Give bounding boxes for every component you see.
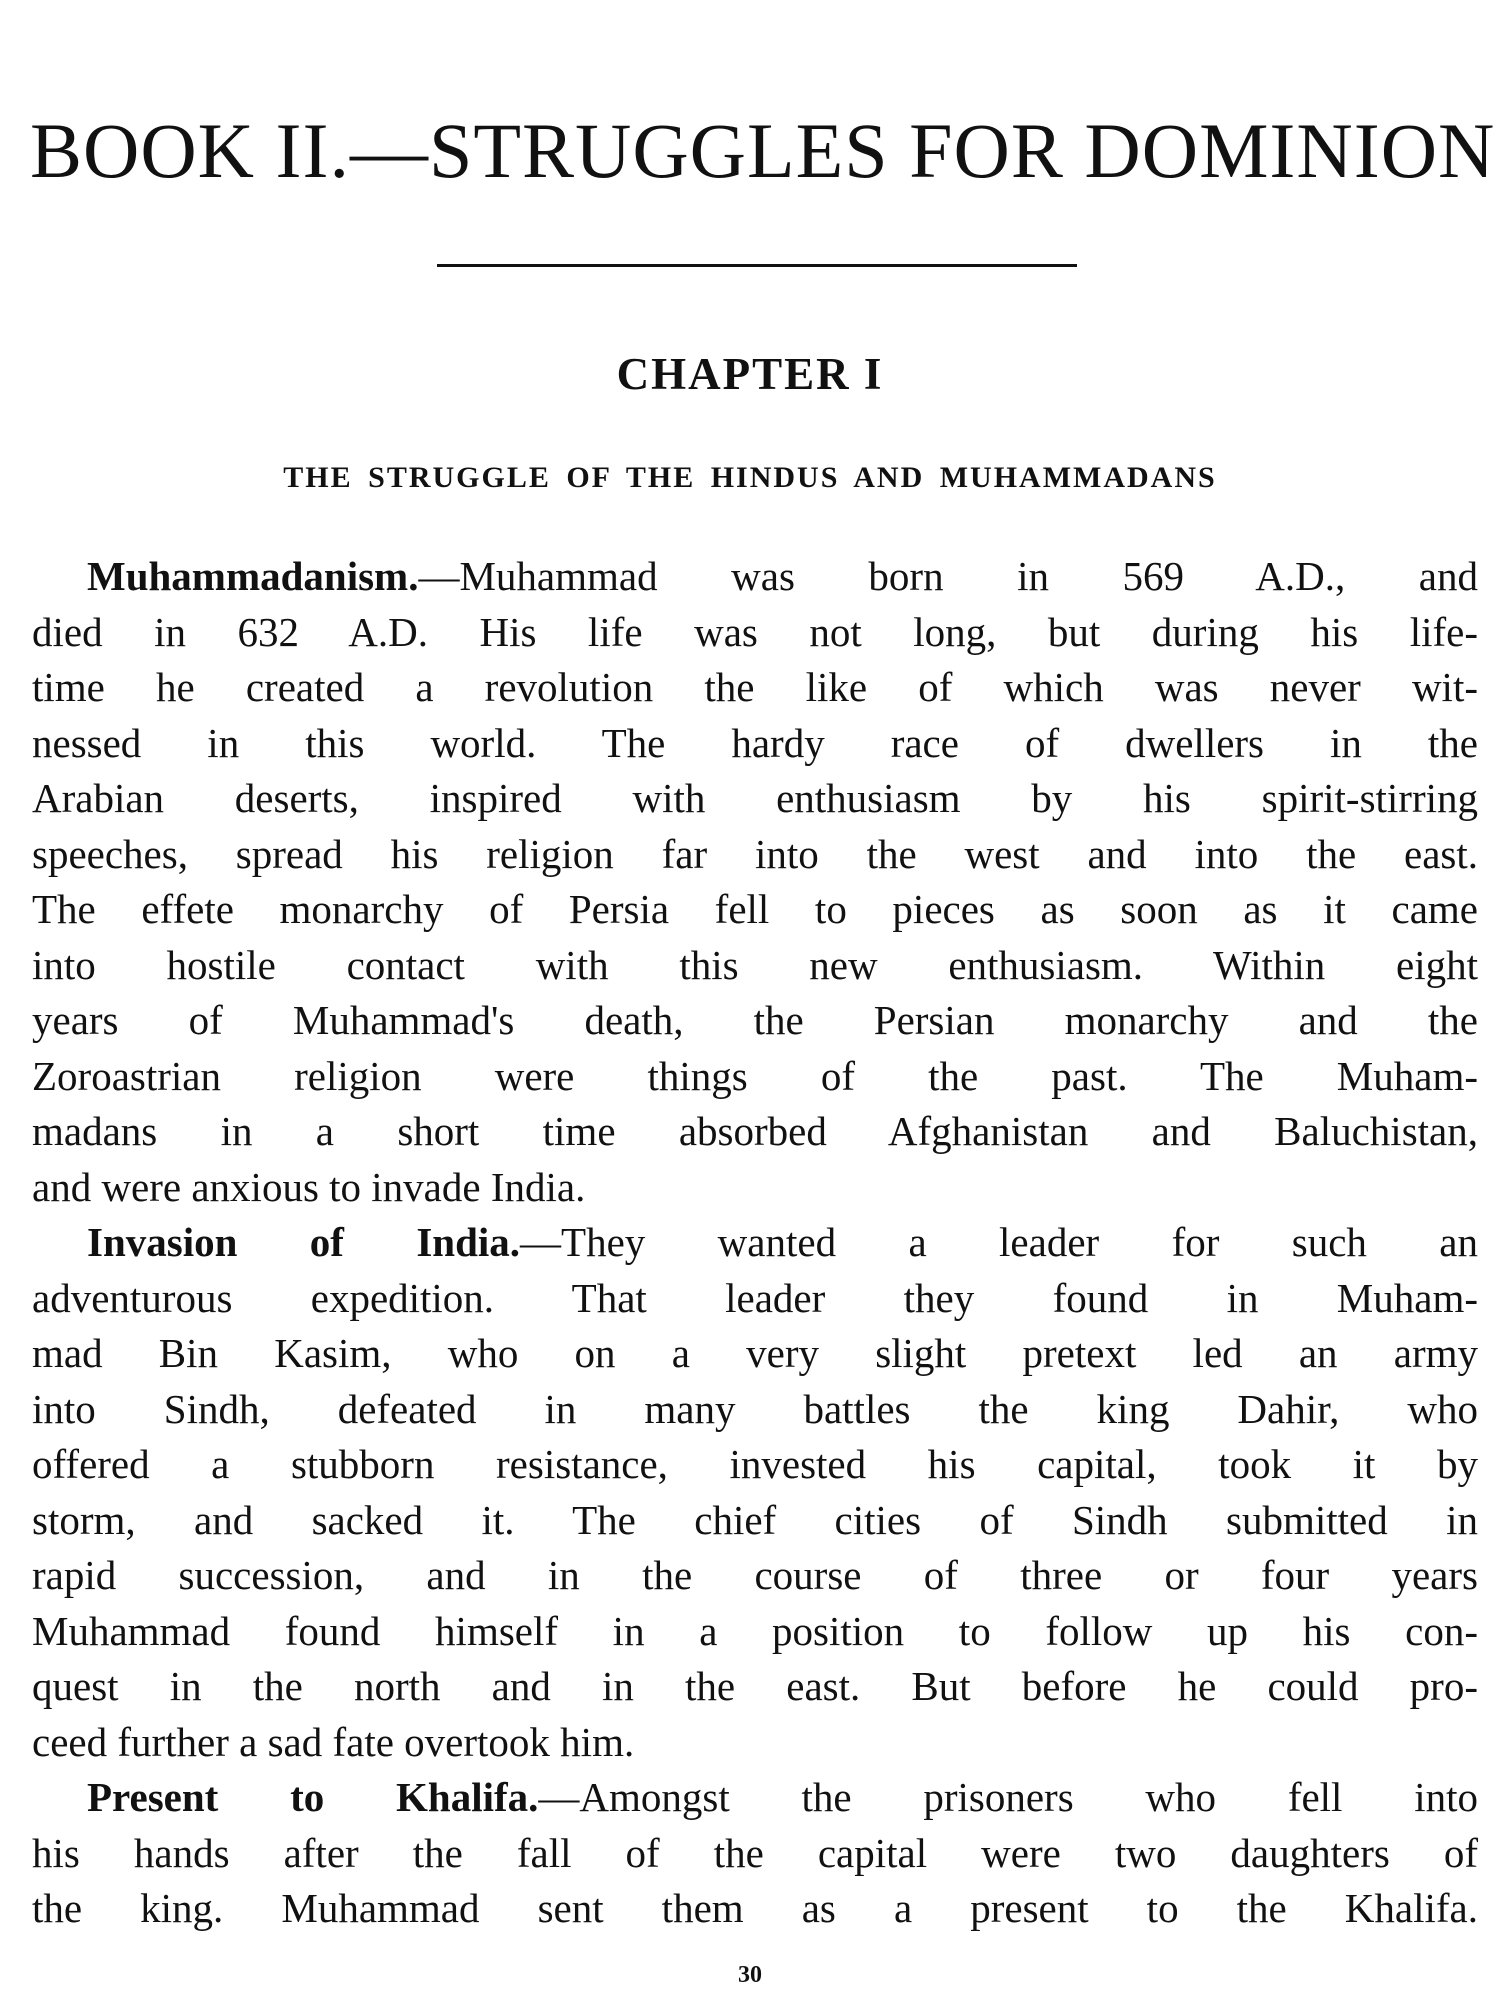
text-line-content: —They wanted a leader for such an [520, 1219, 1478, 1265]
text-line: storm, and sacked it. The chief cities of Sindh submitted in [32, 1496, 1478, 1543]
paragraph-heading: Muhammadanism. [87, 553, 419, 599]
text-line: The effete monarchy of Persia fell to pieces as soon as it came [32, 886, 1478, 932]
page-number: 30 [738, 1962, 762, 1988]
text-line: time he created a revolution the like of which was never wit- [32, 664, 1478, 710]
text-line: offered a stubborn resistance, invested his capital, took it by [32, 1441, 1478, 1487]
text-line: madans in a short time absorbed Afghanistan and Baluchistan, [32, 1108, 1478, 1154]
text-line: adventurous expedition. That leader they found in Muham- [32, 1274, 1478, 1321]
text-line: and were anxious to invade India. [32, 1163, 586, 1210]
text-line: mad Bin Kasim, who on a very slight pretext led an army [32, 1330, 1478, 1376]
paragraph-heading: Present to Khalifa. [87, 1774, 539, 1820]
text-line: years of Muhammad's death, the Persian monarchy and the [32, 997, 1478, 1043]
text-line: his hands after the fall of the capital were two daughters of [32, 1829, 1478, 1876]
text-line: died in 632 A.D. His life was not long, but during his life- [32, 608, 1478, 655]
body-text [32, 549, 1478, 1937]
chapter-subtitle: THE STRUGGLE OF THE HINDUS AND MUHAMMADANS [283, 461, 1217, 494]
text-line: into hostile contact with this new enthusiasm. Within eight [32, 941, 1478, 988]
text-line: the king. Muhammad sent them as a present to the Khalifa. [32, 1885, 1478, 1931]
text-line: Muhammad found himself in a position to follow up his con- [32, 1607, 1478, 1654]
text-line: into Sindh, defeated in many battles the king Dahir, who [32, 1385, 1478, 1432]
text-line-content: —Muhammad was born in 569 A.D., and [418, 553, 1478, 599]
book-title: BOOK II.—STRUGGLES FOR DOMINION [30, 107, 1496, 194]
title-divider [437, 264, 1077, 267]
text-line: speeches, spread his religion far into the west and into the east. [32, 830, 1478, 877]
text-line [32, 1215, 1478, 1271]
text-line: quest in the north and in the east. But before he could pro- [32, 1663, 1478, 1709]
text-line: Zoroastrian religion were things of the past. The Muham- [32, 1052, 1478, 1099]
text-line [32, 549, 1478, 605]
text-line: Arabian deserts, inspired with enthusiasm by his spirit-stirring [32, 775, 1478, 821]
chapter-heading: CHAPTER I [616, 349, 884, 399]
text-line-content: —Amongst the prisoners who fell into [538, 1774, 1478, 1820]
text-line [32, 1770, 1478, 1826]
text-line: rapid succession, and in the course of three or four years [32, 1552, 1478, 1598]
text-line: nessed in this world. The hardy race of dwellers in the [32, 719, 1478, 766]
text-line: ceed further a sad fate overtook him. [32, 1718, 635, 1765]
paragraph-heading: Invasion of India. [87, 1219, 521, 1265]
